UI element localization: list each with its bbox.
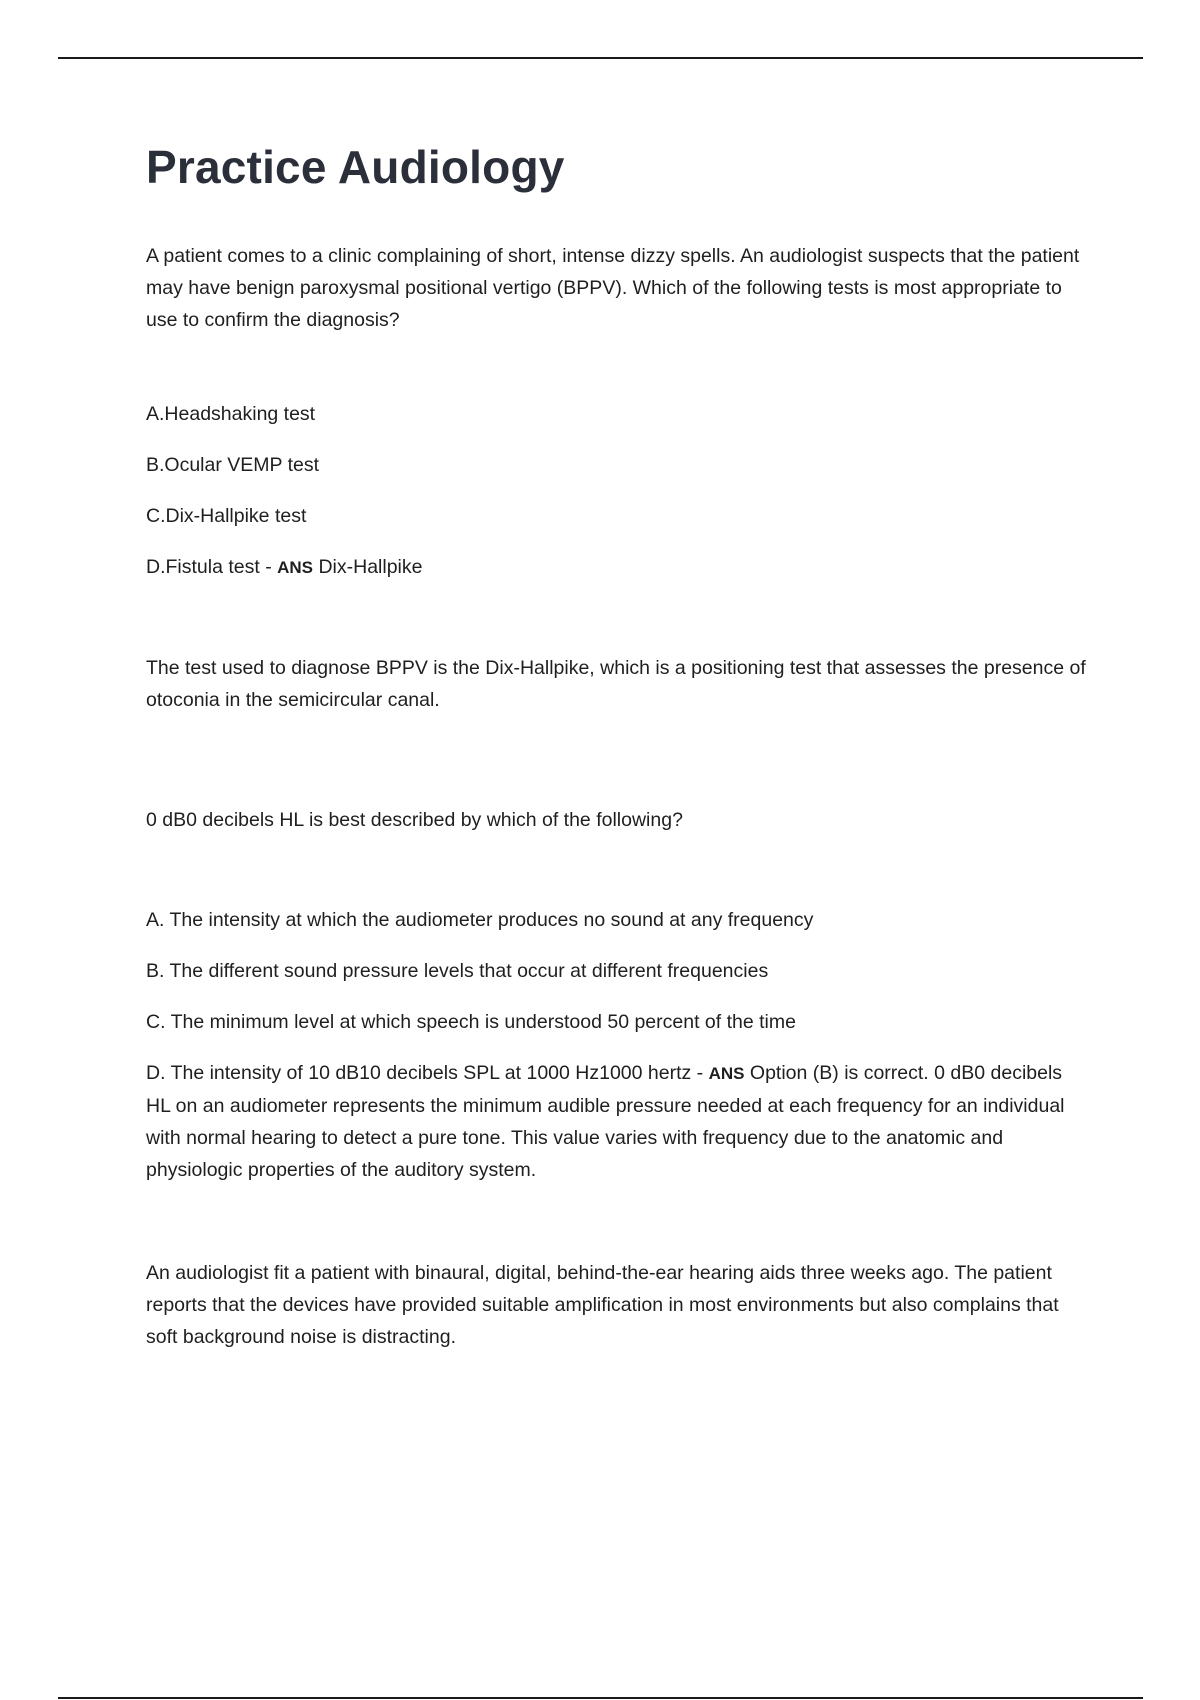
question-1-explanation: The test used to diagnose BPPV is the Dix-Hallpike, which is a positioning test that assesses the presence of otoconia in the semicircular canal. <box>146 657 1086 712</box>
question-2-option-d <box>146 1057 1086 1186</box>
question-2-option-a: A. The intensity at which the audiometer produces no sound at any frequency <box>146 909 814 932</box>
question-2-option-c: C. The minimum level at which speech is understood 50 percent of the time <box>146 1011 796 1034</box>
question-1-option-a: A.Headshaking test <box>146 403 316 426</box>
question-2-option-d-text: D. The intensity of 10 dB10 decibels SPL at 1000 Hz1000 hertz - <box>146 1062 709 1085</box>
question-2-answer: Option (B) is correct. 0 dB0 decibels HL on an audiometer represents the minimum audible pressure needed at each frequency for an individual with normal hearing to detect a pure tone. This value varies with frequency due to the anatomic and physiologic properties of the auditory system. <box>146 1062 1065 1182</box>
question-3-stem: An audiologist fit a patient with binaural, digital, behind-the-ear hearing aids three weeks ago. The patient reports that the devices have provided suitable amplification in most environments but also complains that soft background noise is distracting. <box>146 1262 1059 1349</box>
question-2-stem: 0 dB0 decibels HL is best described by which of the following? <box>146 809 683 832</box>
question-1-stem: A patient comes to a clinic complaining of short, intense dizzy spells. An audiologist suspects that the patient may have benign paroxysmal positional vertigo (BPPV). Which of the following tests is most appropriate to use to confirm the diagnosis? <box>146 245 1080 332</box>
question-1-option-d-text: D.Fistula test - <box>146 556 278 579</box>
question-1-option-c: C.Dix-Hallpike test <box>146 505 307 528</box>
question-2-options <box>146 904 1086 1186</box>
question-2-option-b: B. The different sound pressure levels that occur at different frequencies <box>146 960 769 983</box>
question-1-option-d <box>146 551 1086 584</box>
answer-label: ANS <box>708 1064 745 1084</box>
document-body <box>146 140 1086 1353</box>
bottom-rule <box>58 1697 1143 1699</box>
question-1-answer: Dix-Hallpike <box>313 556 423 579</box>
answer-label: ANS <box>277 558 314 578</box>
page-title: Practice Audiology <box>146 141 565 193</box>
question-1-option-b: B.Ocular VEMP test <box>146 454 320 477</box>
top-rule <box>58 57 1143 59</box>
